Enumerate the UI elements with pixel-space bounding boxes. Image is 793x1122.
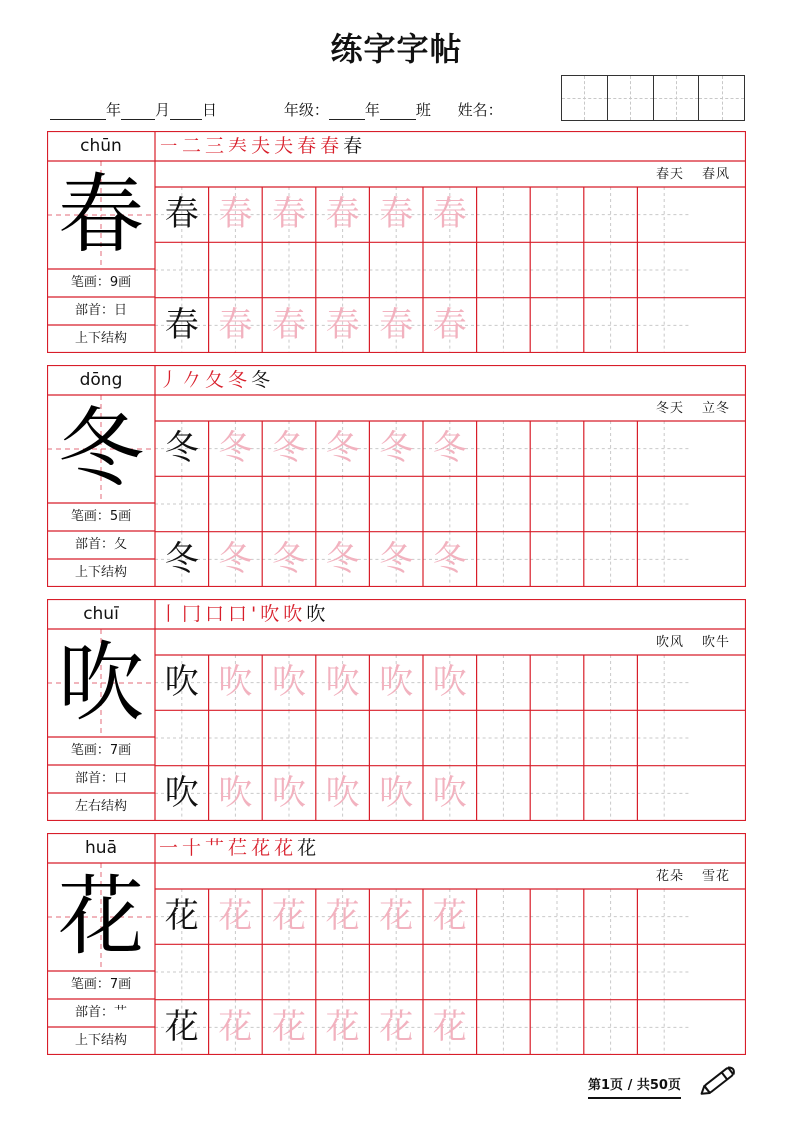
stroke-step: 夫 (274, 135, 298, 157)
trace-character: 吹 (271, 772, 306, 813)
stroke-step: 夂 (205, 369, 229, 391)
trace-character: 春 (379, 304, 414, 345)
trace-character: 花 (218, 1006, 253, 1047)
class-unit-label: 班 (415, 101, 431, 119)
example-word: 吹风 (655, 635, 684, 650)
class-blank[interactable] (380, 105, 416, 120)
trace-character: 冬 (432, 538, 467, 579)
trace-character: 花 (325, 1006, 360, 1047)
reference-character: 春 (164, 194, 199, 234)
trace-character: 花 (271, 896, 306, 936)
reference-character: 花 (164, 896, 199, 936)
stroke-step: 二 (182, 135, 206, 157)
stroke-order-sequence (159, 132, 366, 160)
example-words (638, 162, 730, 188)
trace-character: 春 (271, 194, 306, 234)
reference-character: 花 (164, 1006, 199, 1047)
structure-label: 上下结构 (74, 331, 127, 346)
trace-character: 花 (432, 1006, 467, 1047)
pen-icon (696, 1058, 744, 1102)
trace-character: 冬 (325, 428, 360, 468)
name-box[interactable] (699, 76, 744, 120)
example-word: 吹牛 (701, 635, 730, 650)
stroke-step: 𡗗 (228, 135, 252, 157)
trace-character: 春 (432, 194, 467, 234)
month-blank[interactable] (121, 105, 155, 120)
trace-character: 花 (379, 1006, 414, 1047)
example-words (638, 630, 730, 656)
name-label: 姓名： (457, 101, 503, 119)
example-word: 花朵 (655, 869, 684, 884)
name-box[interactable] (654, 76, 700, 120)
trace-character: 春 (432, 304, 467, 345)
stroke-step: 花 (274, 837, 298, 859)
trace-character: 吹 (432, 662, 467, 702)
trace-character: 冬 (379, 428, 414, 468)
stroke-order-sequence (159, 834, 320, 862)
stroke-step: 春 (343, 135, 367, 157)
model-character: 花 (58, 867, 144, 967)
grade-unit-label: 年 (364, 101, 380, 119)
reference-character: 吹 (164, 772, 199, 813)
year-blank[interactable] (50, 105, 106, 120)
stroke-step: 花 (297, 837, 321, 859)
trace-character: 冬 (379, 538, 414, 579)
day-label: 日 (202, 101, 218, 119)
character-block-chuī (47, 599, 746, 821)
model-character: 吹 (58, 633, 144, 733)
trace-character: 吹 (271, 662, 306, 702)
radical-label: 部首：日 (74, 303, 127, 318)
trace-character: 花 (379, 896, 414, 936)
stroke-step: 口 (205, 603, 229, 625)
stroke-step: 吹 (306, 603, 330, 625)
month-label: 月 (155, 101, 171, 119)
reference-character: 冬 (164, 428, 199, 468)
stroke-step: 花 (251, 837, 275, 859)
stroke-step: 吹 (260, 603, 284, 625)
structure-label: 上下结构 (74, 1033, 127, 1048)
radical-label: 部首：口 (74, 771, 127, 786)
pinyin-label: huā (85, 838, 117, 858)
grade-label: 年级： (283, 101, 329, 119)
day-blank[interactable] (170, 105, 202, 120)
stroke-step: 芢 (228, 837, 252, 859)
stroke-step: 吹 (283, 603, 307, 625)
stroke-order-sequence (159, 366, 274, 394)
stroke-step: 春 (320, 135, 344, 157)
example-word: 春天 (655, 167, 684, 182)
character-block-chūn (47, 131, 746, 353)
trace-character: 冬 (325, 538, 360, 579)
name-box[interactable] (562, 76, 608, 120)
stroke-step: 夫 (251, 135, 275, 157)
stroke-step: ㇐ (159, 135, 183, 157)
trace-character: 吹 (218, 772, 253, 813)
stroke-step: 丨 (159, 603, 183, 625)
stroke-step: 一 (159, 837, 183, 859)
stroke-count-label: 笔画：5画 (70, 509, 132, 524)
trace-character: 吹 (432, 772, 467, 813)
structure-label: 左右结构 (74, 799, 127, 814)
stroke-count-label: 笔画：7画 (70, 743, 132, 758)
trace-character: 花 (218, 896, 253, 936)
trace-character: 冬 (432, 428, 467, 468)
radical-label: 部首：艹 (74, 1005, 127, 1020)
pinyin-label: chūn (80, 136, 122, 156)
trace-character: 吹 (379, 662, 414, 702)
example-word: 冬天 (655, 401, 684, 416)
reference-character: 春 (164, 304, 199, 345)
trace-character: 冬 (218, 538, 253, 579)
trace-character: 花 (325, 896, 360, 936)
stroke-step: 丿 (159, 369, 183, 391)
trace-character: 春 (218, 194, 253, 234)
pinyin-label: chuī (83, 604, 119, 624)
trace-character: 春 (271, 304, 306, 345)
character-block-huā (47, 833, 746, 1055)
name-boxes[interactable] (561, 75, 745, 121)
stroke-step: 𠂊 (182, 369, 206, 391)
stroke-step: 冬 (251, 369, 275, 391)
model-character: 冬 (58, 399, 144, 499)
trace-character: 春 (325, 194, 360, 234)
radical-label: 部首：夂 (74, 537, 127, 552)
trace-character: 吹 (218, 662, 253, 702)
trace-character: 花 (432, 896, 467, 936)
stroke-order-sequence (159, 600, 329, 628)
example-word: 春风 (701, 167, 730, 182)
model-character: 春 (58, 165, 144, 265)
pinyin-label: dōng (79, 370, 123, 390)
trace-character: 吹 (379, 772, 414, 813)
character-block-dōng (47, 365, 746, 587)
stroke-step: 冂 (182, 603, 206, 625)
reference-character: 冬 (164, 538, 199, 579)
trace-character: 花 (271, 1006, 306, 1047)
trace-character: 春 (379, 194, 414, 234)
trace-character: 吹 (325, 772, 360, 813)
reference-character: 吹 (164, 662, 199, 702)
grade-blank[interactable] (329, 105, 365, 120)
example-word: 雪花 (701, 869, 730, 884)
stroke-step: 冬 (228, 369, 252, 391)
stroke-step: 三 (205, 135, 229, 157)
header-info-line (50, 99, 503, 120)
trace-character: 春 (325, 304, 360, 345)
stroke-count-label: 笔画：7画 (70, 977, 132, 992)
page-title: 练字字帖 (330, 30, 463, 68)
example-words (638, 864, 730, 890)
page-number: 第1页 / 共50页 (588, 1074, 681, 1099)
trace-character: 冬 (218, 428, 253, 468)
example-word: 立冬 (701, 401, 730, 416)
stroke-step: 艹 (205, 837, 229, 859)
trace-character: 春 (218, 304, 253, 345)
structure-label: 上下结构 (74, 565, 127, 580)
year-label: 年 (106, 101, 122, 119)
trace-character: 冬 (271, 428, 306, 468)
name-box[interactable] (608, 76, 654, 120)
stroke-step: 口' (228, 603, 261, 625)
stroke-step: 十 (182, 837, 206, 859)
trace-character: 冬 (271, 538, 306, 579)
stroke-count-label: 笔画：9画 (70, 275, 132, 290)
trace-character: 吹 (325, 662, 360, 702)
example-words (638, 396, 730, 422)
stroke-step: 春 (297, 135, 321, 157)
